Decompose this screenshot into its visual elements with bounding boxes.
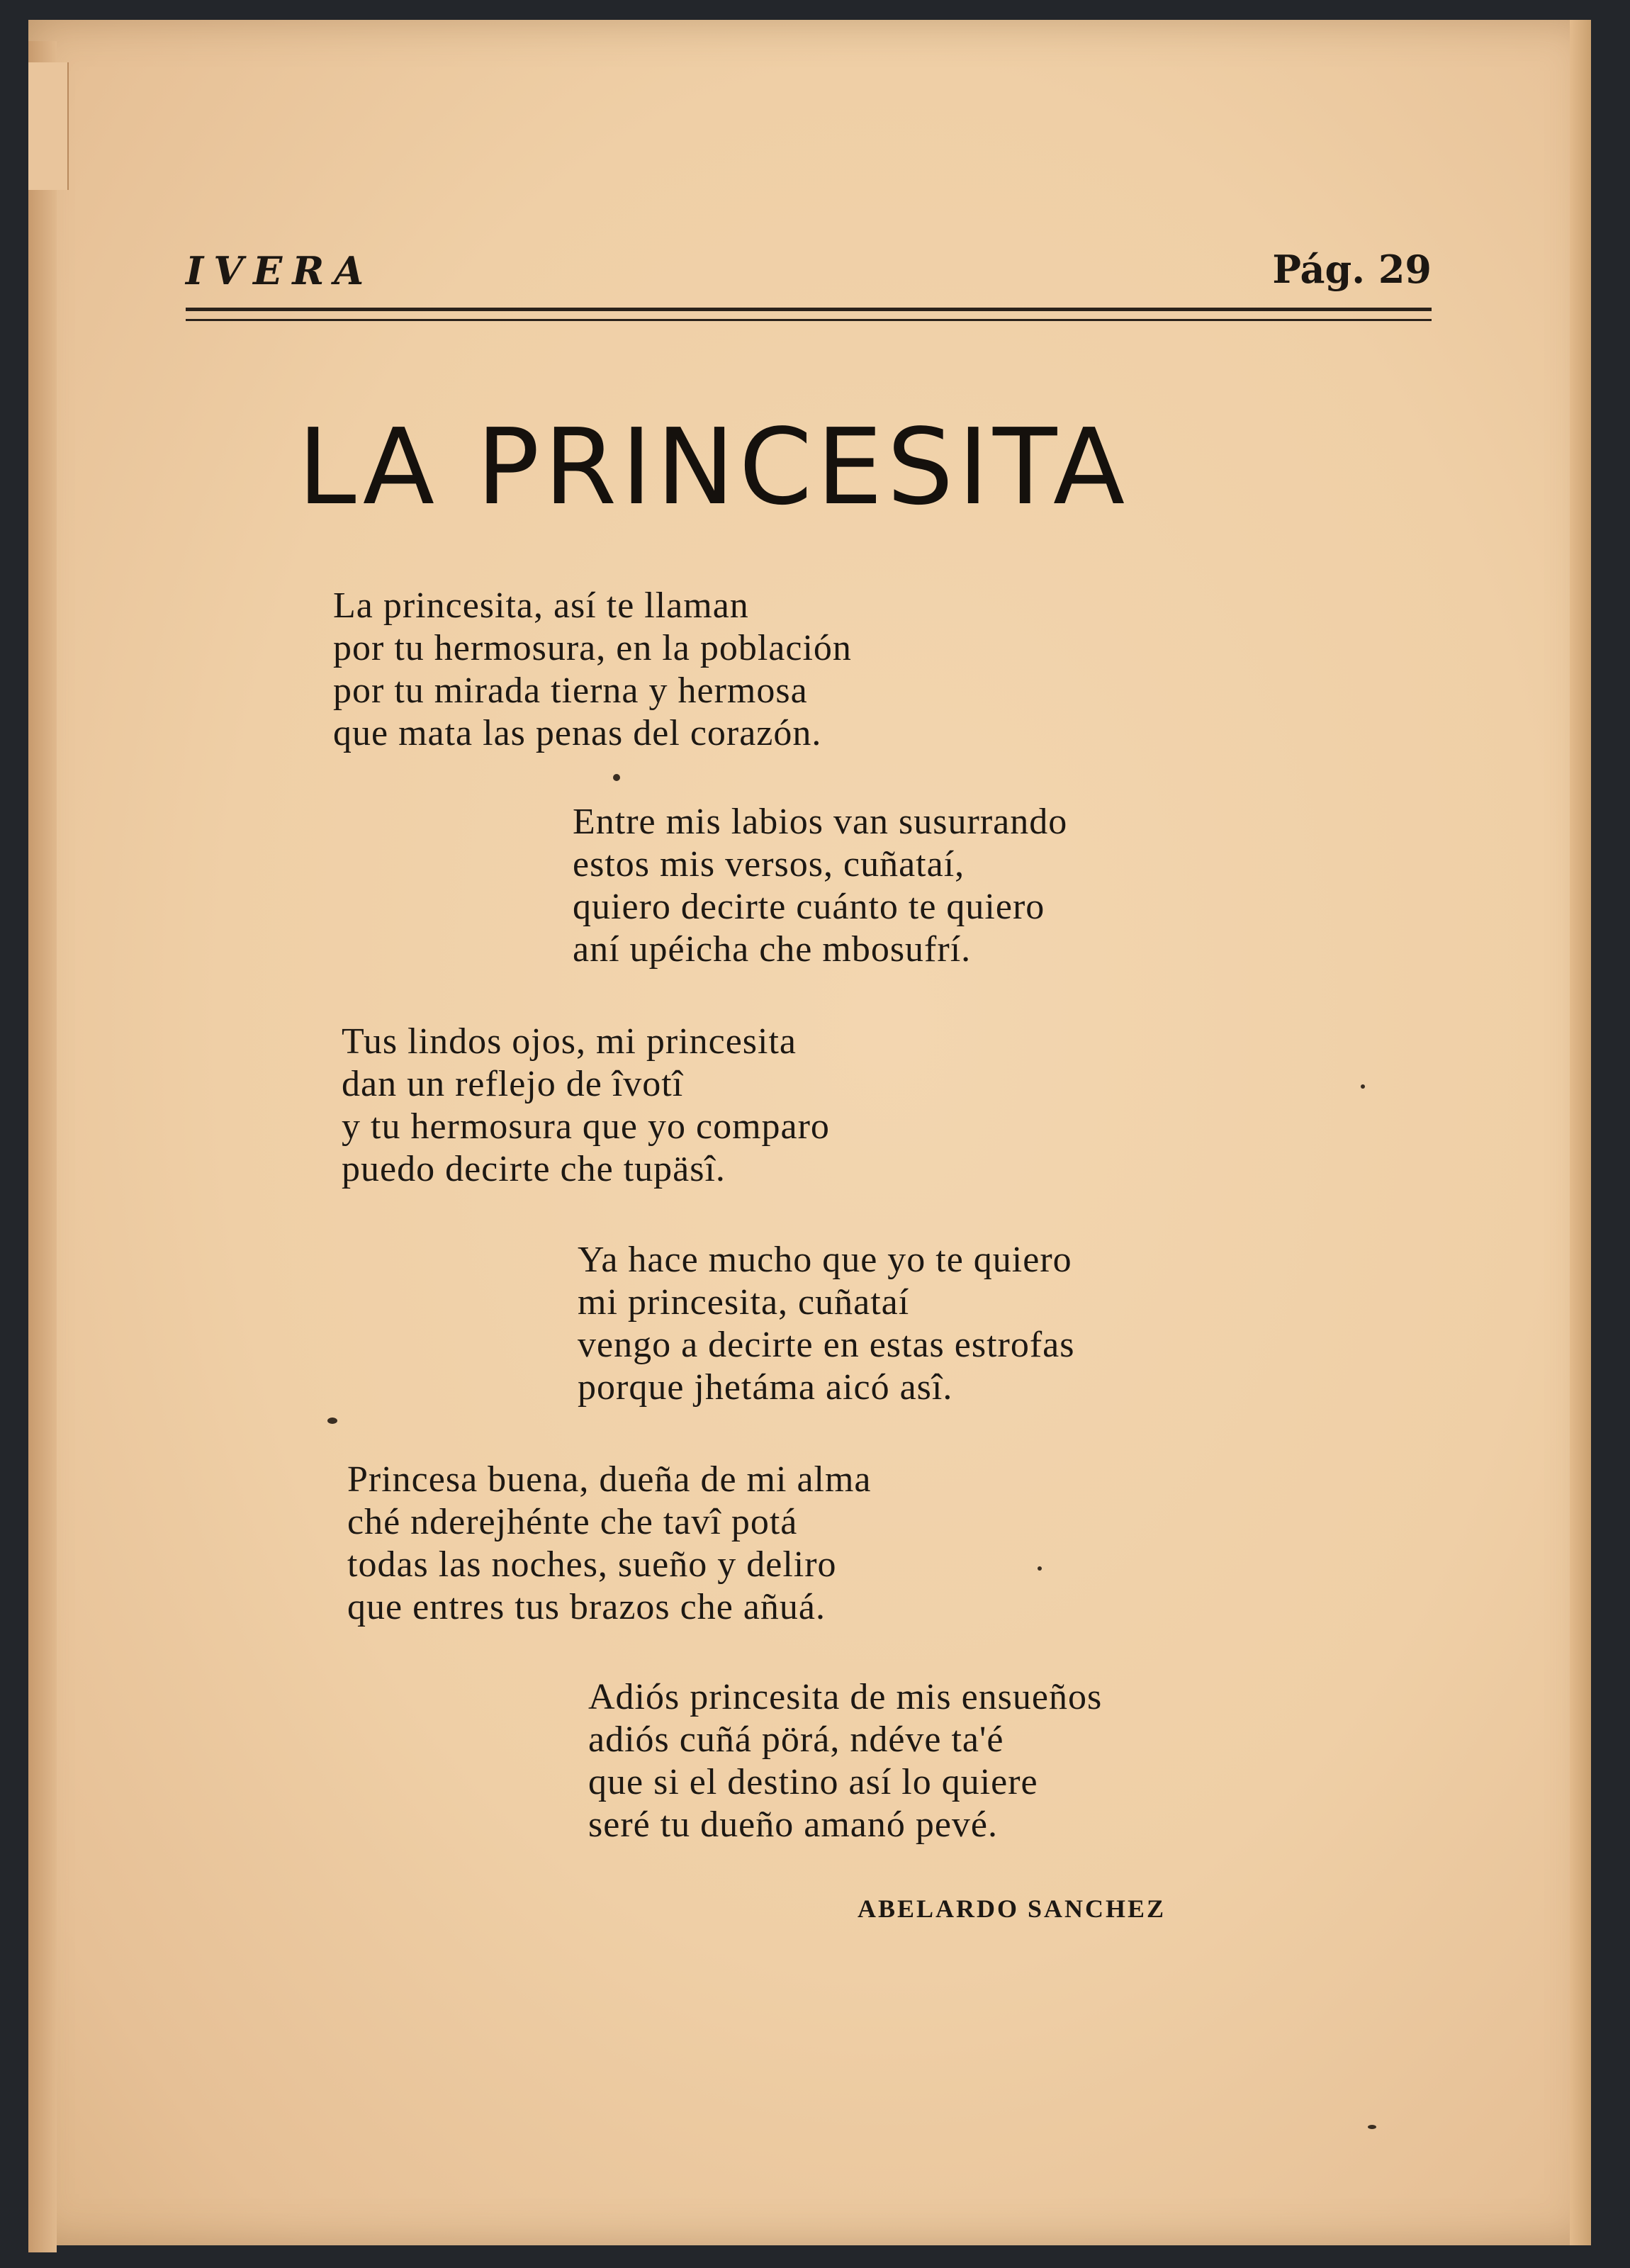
paper-speck: [327, 1418, 337, 1424]
stanza-line: adiós cuñá pörá, ndéve ta'é: [588, 1719, 1004, 1760]
stanza-line: vengo a decirte en estas estrofas: [578, 1325, 1075, 1365]
stanza-line: porque jhetáma aicó asî.: [578, 1367, 953, 1408]
poem-author: ABELARDO SANCHEZ: [858, 1894, 1167, 1923]
stanza-line: La princesita, así te llaman: [333, 585, 749, 626]
stanza-line: ché nderejhénte che tavî potá: [347, 1502, 798, 1542]
stanza-line: puedo decirte che tupäsî.: [342, 1149, 726, 1189]
stanza-line: seré tu dueño amanó pevé.: [588, 1804, 999, 1845]
stanza-line: Adiós princesita de mis ensueños: [588, 1677, 1103, 1717]
stanza-line: quiero decirte cuánto te quiero: [573, 887, 1045, 927]
page-header: [186, 248, 1432, 305]
paper-speck: [1038, 1566, 1042, 1571]
stanza-line: Ya hace mucho que yo te quiero: [578, 1240, 1072, 1280]
stanza-3: [342, 1021, 830, 1191]
stanza-2: [573, 801, 1067, 971]
stanza-6: [588, 1676, 1102, 1846]
magazine-name: IVERA: [186, 248, 374, 293]
header-rule-thin: [186, 319, 1432, 321]
stanza-line: que si el destino así lo quiere: [588, 1762, 1038, 1802]
stanza-line: por tu hermosura, en la población: [333, 628, 852, 668]
header-rule-thick: [186, 308, 1432, 311]
stanza-5: [347, 1459, 872, 1629]
stanza-line: y tu hermosura que yo comparo: [342, 1106, 830, 1147]
stanza-1: [333, 585, 852, 755]
stanza-line: dan un reflejo de îvotî: [342, 1064, 684, 1104]
stanza-line: por tu mirada tierna y hermosa: [333, 670, 808, 711]
page-binding-edge: [28, 41, 57, 2252]
stanza-line: que entres tus brazos che añuá.: [347, 1587, 826, 1627]
stanza-line: Entre mis labios van susurrando: [573, 802, 1068, 842]
stanza-4: [578, 1239, 1074, 1409]
poem-title: LA PRINCESITA: [298, 406, 1130, 528]
page-number: Pág. 29: [1272, 247, 1432, 292]
stanza-line: estos mis versos, cuñataí,: [573, 844, 965, 885]
paper-speck: [1361, 1084, 1365, 1089]
stanza-line: Tus lindos ojos, mi princesita: [342, 1021, 797, 1062]
stanza-line: Princesa buena, dueña de mi alma: [347, 1459, 872, 1500]
stanza-line: todas las noches, sueño y deliro: [347, 1544, 837, 1585]
stanza-line: mi princesita, cuñataí: [578, 1282, 910, 1323]
page-right-edge: [1570, 20, 1591, 2245]
stanza-line: aní upéicha che mbosufrí.: [573, 929, 972, 970]
stanza-line: que mata las penas del corazón.: [333, 713, 822, 753]
previous-page-edge: [28, 62, 69, 190]
paper-speck: [1368, 2125, 1376, 2129]
paper-speck: [613, 774, 620, 781]
